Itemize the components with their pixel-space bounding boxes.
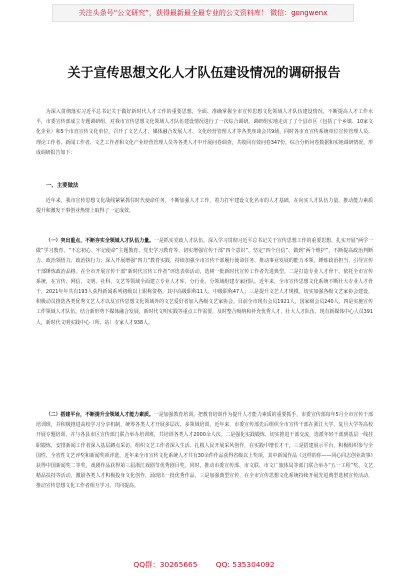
point1-paragraph bbox=[36, 236, 373, 328]
section-heading-main-practices: 一、主要做法 bbox=[46, 183, 79, 189]
point2-heading: （二）搭建平台，不断提升全领域人才能力素质。 bbox=[45, 412, 154, 418]
contact-footer bbox=[0, 557, 408, 573]
point1-heading: （一）突出重点，不断夯实全领域人才队伍力量。 bbox=[45, 238, 155, 244]
point2-paragraph bbox=[36, 410, 373, 492]
promo-banner: 关注头条号“公文研究”，获得最新最全最专业的公文资料库！ 微信：gongwenx bbox=[52, 4, 354, 22]
point2-body: 一是加强教育培训。把教育培训作为提升人才能力素质的重要抓手，市委宣传部每年5月全市宣传干部培训班，并积极推进高校学习分享机制，统筹各类人才开展多层次、多领域培训。近年来，市委宣传部先后组织全市宣传干部在浙江大学、复旦大学等高校开展专题培训，并与各县市区宣传部门联合举办培训班，共培训各类人才2000余人次。二是强化实践锻炼，切实推进干部交流，选派年轻干部到基层一线挂职锻炼，安排新闻工作者深入基层蹲点采访，组织文艺工作者深入生活、扎根人民开展采风创作，在实践中增长才干。三是搭建展示平台，积极组织参与全国性、全省性文艺评奖和新闻奖项评选，近年来全市宣传文化系统人才共有30余件作品获得省级以上奖项，其中新闻作品《这样的你——同心同志创业故事》获得中国新闻奖二等奖，戏剧作品获得第三届浙江戏剧节优秀剧目奖。同时，推动市委宣传部、市文联、市文广旅体局等部门联合举办“五一工程”奖、文艺精品扶持等活动，激励各类人才积极投身文化创作，涌现出一批优秀作品，三是加强典型宣传，在全市宣传思想文化系统持续开展先进典型选树宣传活动，推动宣传思想文化工作者相互学习、共同提高。 bbox=[36, 412, 373, 490]
qq-text: QQ: 535304092 bbox=[215, 560, 275, 569]
section1-intro-paragraph bbox=[36, 196, 373, 216]
qq-group-text: QQ群：30265665 bbox=[133, 560, 198, 569]
point1-body: 一是抓实党政人才队伍。深入学习贯彻习近平总书记关于宣传思想工作的重要思想，扎实开展“两学一做”学习教育、“不忘初心、牢记使命”主题教育、党史学习教育等，切实增强宣传干部“四个意识”、坚定“四个自信”、做到“两个维护”，不断提高政治判断力、政治领悟力、政治执行力；深入开展增强“四力”教育实践，持续加强全市宣传干部履行使命任务、推动事业发展的能力本领，锤炼政治担当，引导宣传干部锤炼政治品格。在全市开展宣传干部“新时代宣传工作者”评选表彰活动，选树一批新时代宣传工作者先进典型。二是打造专业人才骨干。依托全市宣传系统，在宣传、网信、文明、社科、文艺等领域全面建立专业人才库，分行业、分领域组建专家团队。近年来，全市宣传思想文化系统不断壮大专业人才骨干，2021年年共有193人获得新闻系列初级以上职称资格，其中高级职称11人、中级职称47人；三是提升文艺人才规模。切实加强各级文艺家协会建设，积极动员推选各类优秀文艺人才以及宣传思想文化领域外的文艺爱好者加入各级文艺家协会。目前全市现有会员1921人，国家级会员240人，四是实施宣传工作领域人才队伍。结合新形势下媒体融合发展，新时代文明实践等重点工作需要，及时整合吸纳和补充优秀人才，壮大人才队伍，现有新媒体中心人员391人，新时代文明实践中心（所、站）专家人才938人。 bbox=[36, 238, 374, 326]
intro-paragraph bbox=[36, 107, 373, 158]
intro-text: 为深入贯彻落实习近平总书记关于做好新时代人才工作的重要思想，全面、准确掌握全市宣传思想文化领域人才队伍建设情况，不断提高人才工作水平，市委宣传部成立专题调研组，对我市宣传思想文化领域人才队伍建设情况进行了一次综合调研。调研组实地走访了了个县市区（包括了个乡镇、10家文化企业）和5个市直宣传文化单位，召开了文艺人才、媒体融合发展人才、文化经营管理人才等各类座谈会共9场，同时各市直宣传系统单位宣传管理人员、理论工作者、新闻工作者、文艺工作者和文化产业经营管理人员等各类人才中开展问卷调查，共收回有效问卷347份。综合分析问卷数据和实地调研情况，形成调研报告如下： bbox=[36, 109, 374, 156]
document-title: 关于宣传思想文化人才队伍建设情况的调研报告 bbox=[67, 66, 341, 81]
section1-intro-text: 近年来，我市宣传思想文化战线紧紧抓住时代使命任务，不断加强人才工作，着力打牢建设文化名市的人才基础，在向实人才队伍力量、推动能力素质提升和激发干事创业热情上取得了一定成效。 bbox=[36, 198, 373, 215]
